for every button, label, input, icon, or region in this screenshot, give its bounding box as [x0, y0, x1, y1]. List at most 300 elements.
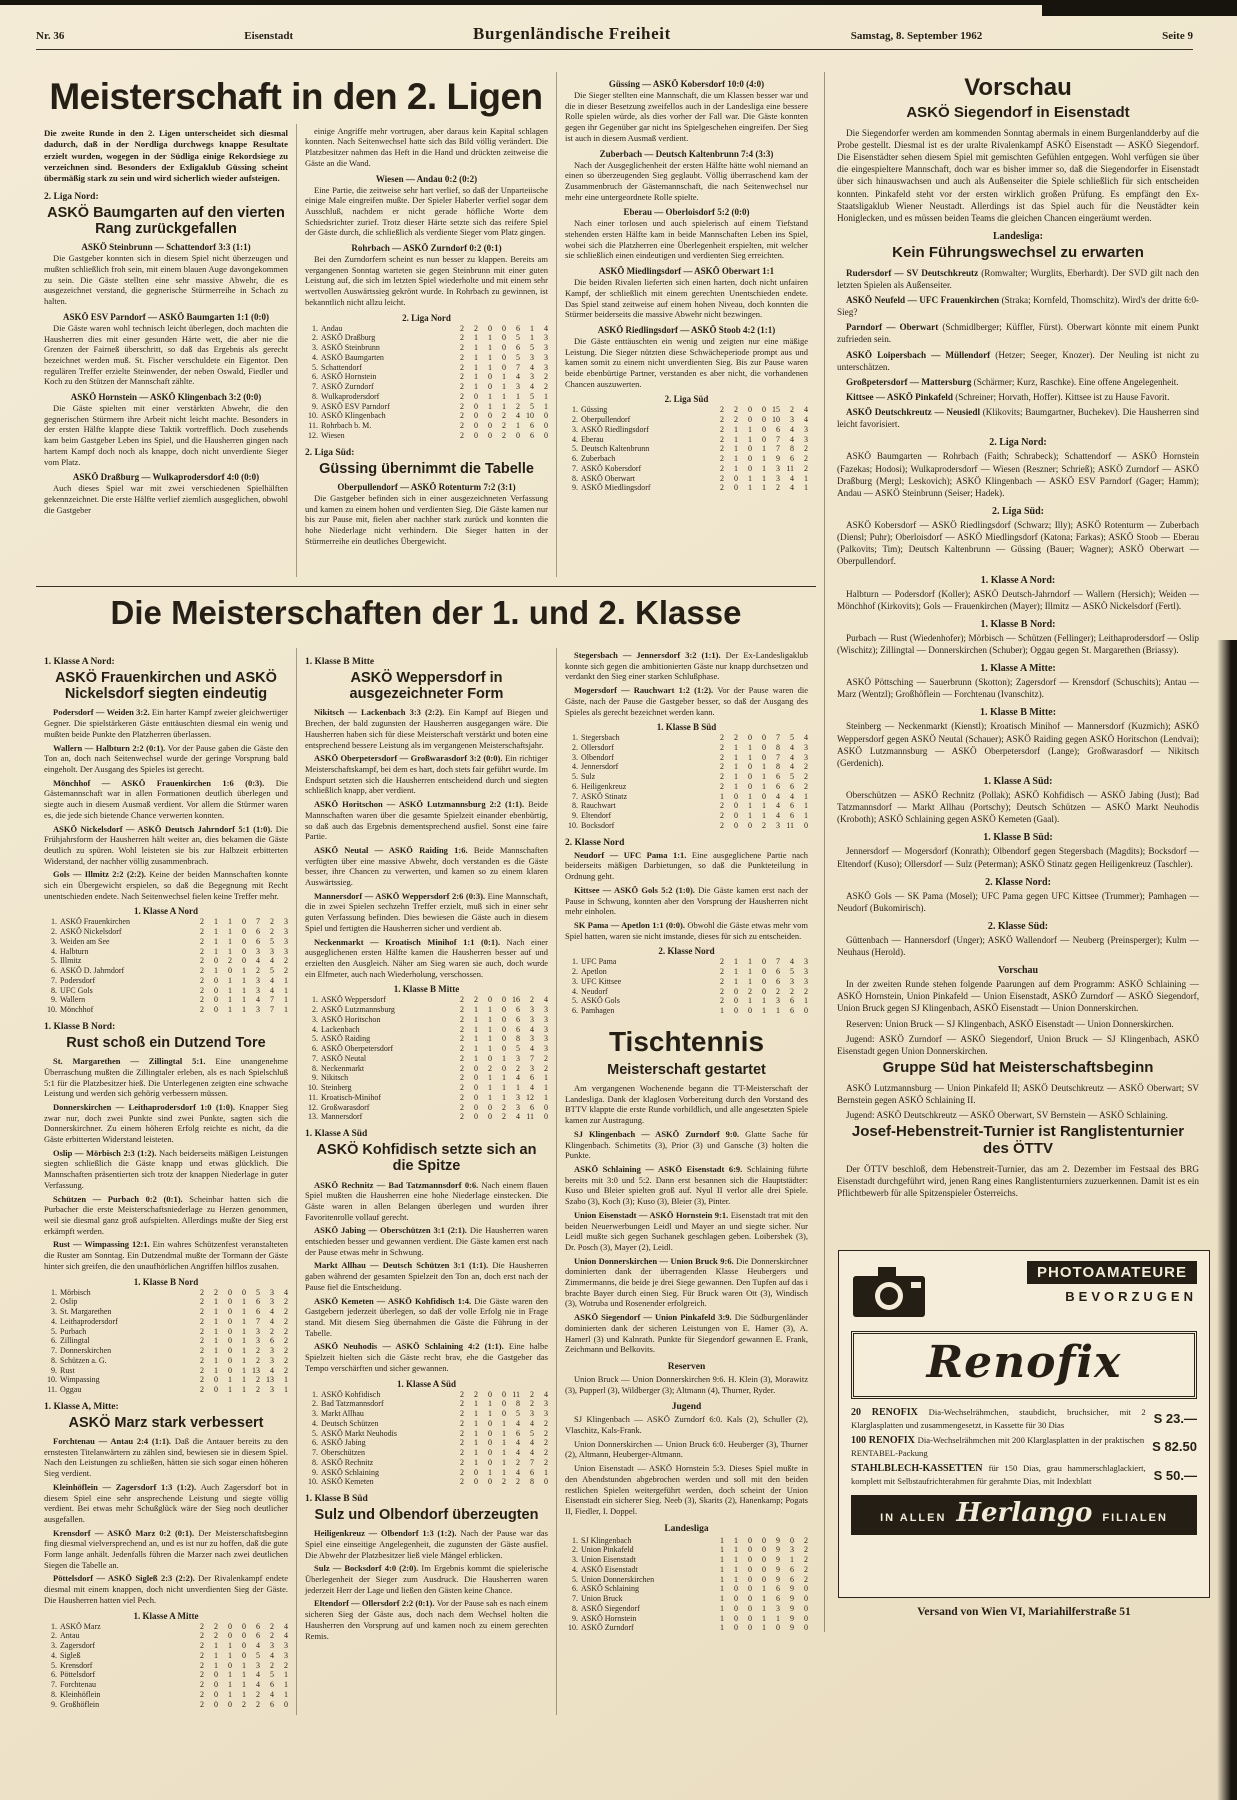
table-row	[305, 1112, 548, 1122]
stat-value: 3	[804, 742, 808, 752]
stat-value: 2	[460, 1034, 464, 1044]
stat-value: 1	[502, 1418, 506, 1428]
table-row	[44, 1375, 288, 1385]
match-result: ASKÖ Siegendorf — Union Pinkafeld 3:9.	[574, 1312, 735, 1323]
match-result: ASKÖ Hornstein — ASKÖ Klingenbach 3:2 (0:0)	[70, 392, 262, 403]
stat-value: 2	[804, 772, 808, 782]
ad-retailer-name: Herlango	[956, 1497, 1093, 1528]
stat-value: 1	[228, 1680, 232, 1690]
match-report: ASKÖ Deutschkreutz — Neusiedl (Klikovits; Baumgartner, Buchekev). Die Hausherren sind leicht favorisiert.	[837, 407, 1199, 430]
stat-value: 2	[460, 995, 464, 1005]
stat-value: 2	[720, 405, 724, 415]
row-rank: 9.	[572, 483, 578, 493]
stat-value: 1	[228, 1689, 232, 1699]
table-row	[565, 483, 808, 493]
row-rank: 5.	[572, 772, 578, 782]
stat-value: 2	[284, 1346, 288, 1356]
stat-value: 2	[200, 1699, 204, 1709]
stat-value: 2	[720, 811, 724, 821]
stat-value: 2	[256, 1689, 260, 1699]
section-kicker: 1. Klasse B Süd	[305, 1494, 368, 1505]
table-row	[305, 421, 548, 431]
ad-product-text: 100 RENOFIX Dia-Wechselrähmchen mit 200 Klarglasplatten in der praktischen RENTABEL-Packung	[851, 1435, 1145, 1458]
row-rank: 7.	[312, 382, 318, 392]
stat-value: 2	[270, 1631, 274, 1641]
table-row	[565, 811, 808, 821]
table-row	[44, 1385, 288, 1395]
paragraph: Steinberg — Neckenmarkt (Kienstl); Kroatisch Minihof — Mannersdorf (Kuzmich); ASKÖ Weppersdorf gegen ASKÖ Neutal (Schauer); ASKÖ Raiding gegen ASKÖ Horitschon (Lendvai); ASKÖ Lutzmannsburg — ASKÖ Oberpetersdorf (Lange); Großwarasdorf — Nikitsch (Gerdenich).	[837, 721, 1199, 768]
vorschau-column	[825, 72, 1213, 1244]
stat-value: 0	[242, 956, 246, 966]
stat-value: 3	[544, 1005, 548, 1015]
stat-value: 2	[502, 1112, 506, 1122]
team-name: ASKÖ Gols	[581, 996, 620, 1006]
stat-value: 1	[242, 1680, 246, 1690]
team-name: ASKÖ Horitschon	[321, 1014, 381, 1024]
stat-value: 0	[214, 1680, 218, 1690]
stat-value: 0	[748, 1545, 752, 1555]
stat-value: 2	[270, 917, 274, 927]
stat-value: 1	[734, 454, 738, 464]
table-row	[565, 733, 808, 743]
stat-value: 1	[530, 333, 534, 343]
stat-value: 1	[228, 1375, 232, 1385]
stat-value: 2	[804, 1535, 808, 1545]
stat-value: 2	[284, 1297, 288, 1307]
stat-value: 8	[530, 1477, 534, 1487]
stat-value: 1	[544, 1092, 548, 1102]
stat-value: 7	[530, 1053, 534, 1063]
stat-value: 0	[734, 996, 738, 1006]
stat-value: 2	[460, 430, 464, 440]
stat-value: 11	[786, 820, 794, 830]
stat-value: 1	[748, 742, 752, 752]
stat-value: 4	[776, 791, 780, 801]
table-title: 1. Klasse B Nord	[133, 1276, 199, 1287]
ad-retailer-prefix: IN ALLEN	[880, 1511, 947, 1524]
row-rank: 6.	[572, 1006, 578, 1016]
stat-value: 0	[214, 995, 218, 1005]
table-row	[305, 1409, 548, 1419]
stat-value: 1	[242, 1297, 246, 1307]
team-name: Neckenmarkt	[321, 1063, 365, 1073]
stat-value: 1	[790, 1555, 794, 1565]
team-name: ASKÖ Oberpetersdorf	[321, 1044, 394, 1054]
stat-value: 6	[256, 1297, 260, 1307]
stat-value: 0	[474, 1112, 478, 1122]
row-rank: 9.	[572, 1613, 578, 1623]
team-name: UFC Pama	[581, 957, 617, 967]
ad-product	[851, 1463, 1197, 1486]
team-name: Deutsch Schützen	[321, 1418, 379, 1428]
team-name: Rust	[60, 1365, 75, 1375]
section-kicker: 1. Klasse B Mitte	[305, 657, 375, 667]
match-result: Güssing — ASKÖ Kobersdorf 10:0 (4:0)	[608, 79, 765, 89]
stat-value: 4	[516, 1438, 520, 1448]
ad-brand-name: Renofix	[926, 1337, 1122, 1388]
team-name: ASKÖ Klingenbach	[321, 411, 386, 421]
column-c	[556, 648, 816, 1715]
stat-value: 2	[460, 1477, 464, 1487]
row-rank: 10.	[47, 1375, 57, 1385]
stat-value: 0	[544, 430, 548, 440]
stat-value: 2	[460, 1073, 464, 1083]
stat-value: 2	[284, 1307, 288, 1317]
match-result: ASKÖ Rechnitz — Bad Tatzmannsdorf 0:6.	[314, 1179, 482, 1190]
stat-value: 1	[734, 444, 738, 454]
stat-value: 2	[720, 454, 724, 464]
match-report: Die beiden Rivalen lieferten sich einen harten, doch nicht unfairen Kampf, der schließlich mit einem gerechten Unentschieden endete. Das Spiel stand zeitweise auf einem hohen Niveau, doch konnten die Stürmer beiderseits die massive Abwehr nicht bezwingen.	[565, 277, 808, 320]
stat-value: 0	[762, 415, 766, 425]
stat-value: 2	[502, 421, 506, 431]
section-subhead: Sulz und Olbendorf überzeugten	[314, 1507, 539, 1524]
stat-value: 1	[488, 352, 492, 362]
table-row	[305, 1034, 548, 1044]
table-row	[565, 743, 808, 753]
stat-value: 0	[242, 1631, 246, 1641]
team-name: ASKÖ D. Jahrndorf	[60, 966, 125, 976]
stat-value: 8	[776, 742, 780, 752]
column-a	[36, 648, 296, 1715]
stat-value: 1	[734, 1555, 738, 1565]
section-kicker: 1. Klasse A Süd	[305, 1129, 368, 1140]
stat-value: 0	[242, 917, 246, 927]
scan-artifact-top	[0, 0, 1055, 5]
table-row	[565, 435, 808, 445]
section-subhead: ASKÖ Frauenkirchen und ASKÖ Nickelsdorf siegten eindeutig	[55, 670, 277, 703]
table-row	[44, 1005, 288, 1015]
stat-value: 1	[748, 957, 752, 967]
stat-value: 1	[734, 434, 738, 444]
row-rank: 2.	[51, 1297, 57, 1307]
stat-value: 7	[776, 434, 780, 444]
stat-value: 2	[200, 966, 204, 976]
stat-value: 0	[748, 454, 752, 464]
stat-value: 1	[474, 1418, 478, 1428]
stat-value: 0	[762, 986, 766, 996]
stat-value: 1	[474, 1448, 478, 1458]
stat-value: 2	[790, 986, 794, 996]
table-row	[305, 1093, 548, 1103]
ad-header	[851, 1261, 1197, 1327]
stat-value: 2	[720, 781, 724, 791]
stat-value: 6	[256, 1307, 260, 1317]
table-row	[565, 1614, 808, 1624]
stat-value: 2	[530, 1389, 534, 1399]
stat-value: 3	[804, 424, 808, 434]
stat-value: 1	[804, 483, 808, 493]
stat-value: 7	[530, 1457, 534, 1467]
section-kicker: 1. Klasse B Nord:	[980, 618, 1056, 630]
stat-value: 0	[748, 1535, 752, 1545]
stat-value: 1	[242, 1365, 246, 1375]
table-row	[44, 937, 288, 947]
stat-value: 0	[242, 1287, 246, 1297]
stat-value: 3	[284, 917, 288, 927]
match-report: Bei den Zurndorfern scheint es nun besser zu klappen. Bereits am vergangenen Sonntag warteten sie gegen Steinbrunn mit einer guten Leistung auf, die sich im letzten Spiel wiederholte und mit einem sehr wertvollen Auswärtssieg gekrönt wurde. In Rohrbach zu gewinnen, ist bekanntlich nicht allzu leicht.	[305, 254, 548, 307]
stat-value: 3	[544, 1044, 548, 1054]
stat-value: 2	[270, 1660, 274, 1670]
stat-value: 1	[228, 975, 232, 985]
row-rank: 12.	[308, 1102, 318, 1112]
row-rank: 4.	[572, 762, 578, 772]
stat-value: 2	[460, 1063, 464, 1073]
stat-value: 13	[266, 1375, 274, 1385]
team-name: Wallern	[60, 995, 86, 1005]
table-row	[44, 1297, 288, 1307]
team-name: ASKÖ Oberwart	[581, 473, 635, 483]
team-name: UFC Kittsee	[581, 976, 622, 986]
stat-value: 0	[242, 1650, 246, 1660]
stat-value: 4	[530, 1083, 534, 1093]
stat-value: 0	[214, 1699, 218, 1709]
stat-value: 2	[748, 986, 752, 996]
stat-value: 2	[460, 1024, 464, 1034]
match-report: Eine Partie, die zeitweise sehr hart verlief, so daß der Unparteiische einige Male eingreifen mußte. Der Spieler Haberler verfiel sogar dem Ausschluß, nachdem er nicht gerade höfliche Worte dem Schiedsrichter zurief. Trotz dieser Härte setzte sich das reifere Spiel der Gäste durch, die schließlich als verdiente Sieger vom Platz gingen.	[305, 184, 548, 238]
stat-value: 4	[530, 1044, 534, 1054]
stat-value: 3	[256, 975, 260, 985]
stat-value: 1	[748, 811, 752, 821]
stat-value: 2	[200, 985, 204, 995]
stat-value: 0	[748, 1603, 752, 1613]
stat-value: 2	[460, 352, 464, 362]
stat-value: 2	[284, 1316, 288, 1326]
stat-value: 2	[200, 956, 204, 966]
stat-value: 0	[748, 781, 752, 791]
stat-value: 0	[748, 1574, 752, 1584]
stat-value: 0	[502, 1399, 506, 1409]
stat-value: 2	[544, 1438, 548, 1448]
table-row	[305, 333, 548, 343]
stat-value: 2	[720, 996, 724, 1006]
stat-value: 5	[790, 733, 794, 743]
row-rank: 3.	[51, 1307, 57, 1317]
stat-value: 2	[502, 1477, 506, 1487]
stat-value: 3	[270, 946, 274, 956]
ad-slogan	[1027, 1261, 1197, 1304]
stat-value: 6	[776, 424, 780, 434]
stat-value: 4	[256, 956, 260, 966]
table-row	[305, 1468, 548, 1478]
match-report: ASKÖ Neutal — ASKÖ Raiding 1:6. Beide Mannschaften verfügten über eine massive Abwehr, doch verstanden es die Gäste besser, ihre Chancen zu verwerten, und kamen so zu einem klaren Auswärtssieg.	[305, 844, 548, 888]
stat-value: 7	[256, 1316, 260, 1326]
stat-value: 2	[256, 1699, 260, 1709]
stat-value: 0	[488, 1477, 492, 1487]
stat-value: 4	[544, 1389, 548, 1399]
stat-value: 3	[790, 415, 794, 425]
stat-value: 5	[790, 772, 794, 782]
stat-value: 0	[762, 434, 766, 444]
stat-value: 0	[228, 1336, 232, 1346]
match-result: Eberau — Oberloisdorf 5:2 (0:0)	[623, 207, 750, 218]
section-kicker: Landesliga:	[992, 230, 1043, 242]
team-name: Rauchwart	[581, 801, 616, 811]
match-report: Nach der Ausgeglichenheit der ersten Hälfte hätte wohl niemand an einen so überzeugenden Sieg geglaubt. Völlig überraschend kam der Zusammenbruch der Gästemannschaft, die nach Seitenwechsel nur mehr eine untergeordnete Rolle spielte.	[565, 159, 808, 202]
stat-value: 2	[200, 1631, 204, 1641]
team-name: Donnerskirchen	[60, 1346, 112, 1356]
table-row	[565, 1006, 808, 1016]
stat-value: 2	[720, 444, 724, 454]
row-rank: 4.	[51, 1650, 57, 1660]
team-name: ASKÖ Lutzmannsburg	[321, 1005, 395, 1015]
stat-value: 0	[488, 382, 492, 392]
stat-value: 4	[530, 1448, 534, 1458]
team-name: ASKÖ Kohfidisch	[321, 1389, 381, 1399]
stat-value: 1	[284, 995, 288, 1005]
stat-value: 2	[460, 1102, 464, 1112]
stat-value: 0	[790, 1535, 794, 1545]
stat-value: 0	[748, 1006, 752, 1016]
paragraph: SJ Klingenbach — ASKÖ Zurndorf 6:0. Kals (2), Schuller (2), Vlaschitz, Kals-Frank.	[565, 1414, 808, 1436]
stat-value: 3	[530, 1409, 534, 1419]
stat-value: 4	[516, 1112, 520, 1122]
row-rank: 6.	[312, 1438, 318, 1448]
match-result: ASKÖ Deutschkreutz — Neusiedl	[846, 407, 983, 418]
stat-value: 2	[460, 1418, 464, 1428]
stat-value: 0	[748, 1564, 752, 1574]
stat-value: 0	[214, 956, 218, 966]
stat-value: 2	[460, 1083, 464, 1093]
stat-value: 0	[544, 1112, 548, 1122]
section-headline-klassen: Die Meisterschaften der 1. und 2. Klasse	[36, 586, 816, 629]
stat-value: 4	[516, 372, 520, 382]
stat-value: 3	[530, 1034, 534, 1044]
page-number: Seite 9	[1162, 30, 1193, 42]
stat-value: 6	[530, 1073, 534, 1083]
row-rank: 3.	[51, 1641, 57, 1651]
table-row	[305, 1429, 548, 1439]
table-row	[44, 1356, 288, 1366]
stat-value: 1	[762, 473, 766, 483]
team-name: Krensdorf	[60, 1660, 93, 1670]
stat-value: 1	[502, 1438, 506, 1448]
stat-value: 3	[256, 985, 260, 995]
stat-value: 9	[776, 1564, 780, 1574]
stat-value: 1	[502, 401, 506, 411]
display-headline: Vorschau	[964, 74, 1072, 101]
stat-value: 2	[200, 1385, 204, 1395]
row-rank: 10.	[308, 411, 318, 421]
row-rank: 4.	[572, 434, 578, 444]
stat-value: 6	[790, 996, 794, 1006]
match-report: Sulz — Bocksdorf 4:0 (2:0). Im Ergebnis kommt die spielerische Überlegenheit der Sieger zum Ausdruck. Die Hausherren waren jederzeit Herr der Lage und ließen den Gästen keine Chance.	[305, 1563, 548, 1595]
stat-value: 0	[474, 411, 478, 421]
stat-value: 11	[526, 1112, 534, 1122]
stat-value: 2	[502, 1102, 506, 1112]
stat-value: 4	[790, 434, 794, 444]
stat-value: 1	[762, 996, 766, 1006]
stat-value: 4	[270, 956, 274, 966]
row-rank: 10.	[568, 820, 578, 830]
section-subhead: ASKÖ Marz stark verbessert	[68, 1414, 264, 1431]
stat-value: 1	[214, 946, 218, 956]
row-rank: 5.	[572, 1574, 578, 1584]
stat-value: 1	[762, 483, 766, 493]
row-rank: 6.	[51, 1336, 57, 1346]
stat-value: 0	[488, 1457, 492, 1467]
stat-value: 4	[516, 411, 520, 421]
stat-value: 3	[256, 1660, 260, 1670]
table-row	[44, 1366, 288, 1376]
row-rank: 5.	[312, 1034, 318, 1044]
stat-value: 3	[530, 352, 534, 362]
stat-value: 2	[270, 1621, 274, 1631]
match-result: Union Donnerskirchen — Union Bruck 9:6.	[574, 1255, 737, 1266]
stat-value: 1	[762, 801, 766, 811]
stat-value: 7	[516, 362, 520, 372]
stat-value: 1	[762, 1603, 766, 1613]
match-report: Rust — Wimpassing 12:1. Ein wahres Schützenfest veranstalteten die Ruster am Sonntag. Ein Dutzendmal mußte der Tormann der Gäste hinter sich greifen, die den unaufhörlichen Angriffen hilflos zusahen.	[44, 1239, 288, 1271]
stat-value: 6	[790, 801, 794, 811]
stat-value: 4	[256, 1641, 260, 1651]
stat-value: 6	[530, 1102, 534, 1112]
row-rank: 4.	[312, 352, 318, 362]
row-rank: 4.	[572, 986, 578, 996]
stat-value: 5	[270, 936, 274, 946]
stat-value: 3	[270, 1355, 274, 1365]
main-headline-wrap	[36, 72, 556, 124]
stat-value: 1	[474, 1428, 478, 1438]
match-result: Donnerskirchen — Leithaprodersdorf 1:0 (1:0).	[53, 1101, 240, 1112]
stat-value: 1	[228, 1650, 232, 1660]
row-rank: 10.	[308, 1083, 318, 1093]
stat-value: 0	[488, 411, 492, 421]
stat-value: 2	[544, 382, 548, 392]
stat-value: 2	[734, 405, 738, 415]
league-table	[305, 995, 548, 1122]
stat-value: 1	[762, 781, 766, 791]
league-table	[565, 957, 808, 1016]
stat-value: 4	[790, 424, 794, 434]
stat-value: 2	[474, 323, 478, 333]
table-row	[44, 1336, 288, 1346]
stat-value: 2	[200, 1375, 204, 1385]
table-row	[565, 957, 808, 967]
match-result: Neckenmarkt — Kroatisch Minihof 1:1 (0:1).	[314, 936, 507, 947]
stat-value: 1	[474, 1024, 478, 1034]
table-row	[305, 1005, 548, 1015]
team-name: Oberpullendorf	[581, 415, 631, 425]
team-name: Stegersbach	[581, 733, 620, 743]
stat-value: 4	[790, 473, 794, 483]
table-row	[305, 382, 548, 392]
stat-value: 1	[242, 1005, 246, 1015]
stat-value: 0	[748, 1613, 752, 1623]
team-name: Wiesen	[321, 430, 345, 440]
match-result: SJ Klingenbach — ASKÖ Zurndorf 9:0.	[574, 1128, 746, 1139]
stat-value: 1	[502, 372, 506, 382]
stat-value: 2	[256, 966, 260, 976]
stat-value: 1	[214, 927, 218, 937]
stat-value: 0	[502, 1409, 506, 1419]
stat-value: 0	[242, 936, 246, 946]
stat-value: 2	[460, 333, 464, 343]
table-row	[565, 1575, 808, 1585]
match-report: ASKÖ Schlaining — ASKÖ Eisenstadt 6:9. Schlaining führte bereits mit 3:0 und 5:2. Dann erst besannen sich die Hauptstädter: Kuso und Bleier spielten groß auf. Nyul II verlor alle drei Spiele. Szabo (3), Koch (3); Kuso (3), Bleier (3), Pinter.	[565, 1164, 808, 1207]
stat-value: 1	[474, 333, 478, 343]
stat-value: 2	[284, 1365, 288, 1375]
stat-value: 1	[748, 483, 752, 493]
team-name: ASKÖ Eisenstadt	[581, 1564, 638, 1574]
stat-value: 0	[228, 1316, 232, 1326]
row-rank: 12.	[308, 430, 318, 440]
stat-value: 2	[790, 405, 794, 415]
stat-value: 1	[488, 1044, 492, 1054]
stat-value: 1	[214, 1297, 218, 1307]
table-row	[305, 1103, 548, 1113]
stat-value: 4	[256, 995, 260, 1005]
stat-value: 9	[776, 454, 780, 464]
